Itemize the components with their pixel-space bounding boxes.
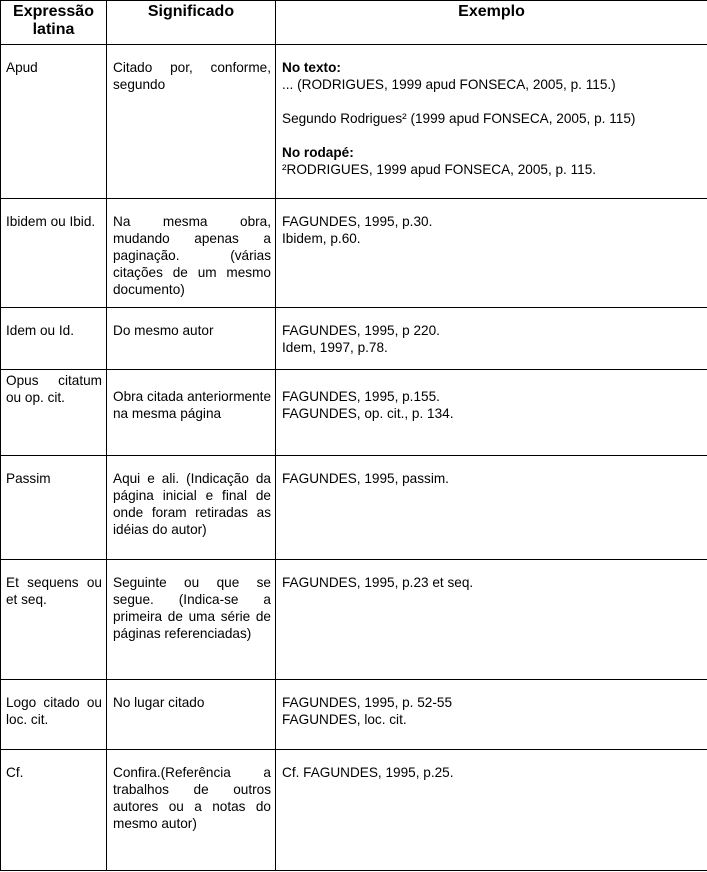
table-row (1, 199, 707, 308)
header-meaning: Significado (107, 1, 276, 45)
expression-cell (1, 560, 107, 680)
example-line: FAGUNDES, loc. cit. (282, 712, 407, 727)
table-row (1, 560, 707, 680)
example-line: FAGUNDES, 1995, p.30. (282, 214, 433, 229)
expression-cell (1, 680, 107, 750)
meaning-text: Obra citada anteriormente na mesma página (113, 389, 271, 421)
expression-text: Cf. (6, 765, 24, 780)
meaning-cell (107, 199, 276, 308)
example-cell (276, 456, 707, 560)
meaning-text: Do mesmo autor (113, 323, 214, 338)
meaning-cell (107, 45, 276, 199)
example-line: Idem, 1997, p.78. (282, 340, 388, 355)
expression-cell (1, 199, 107, 308)
expression-text: Opus citatum ou op. cit. (6, 373, 102, 405)
example-cell (276, 750, 707, 871)
meaning-cell (107, 308, 276, 370)
example-line: FAGUNDES, 1995, p 220. (282, 323, 440, 338)
meaning-text: No lugar citado (113, 695, 205, 710)
example-line: ²RODRIGUES, 1999 apud FONSECA, 2005, p. 115. (282, 162, 597, 177)
example-cell (276, 560, 707, 680)
example-cell (276, 199, 707, 308)
example-line: FAGUNDES, 1995, p. 52-55 (282, 695, 453, 710)
example-line: Cf. FAGUNDES, 1995, p.25. (282, 765, 454, 780)
example-label-footnote: No rodapé: (282, 145, 354, 160)
example-cell (276, 680, 707, 750)
expression-text: Ibidem ou Ibid. (6, 214, 96, 229)
table-row (1, 750, 707, 871)
example-cell (276, 45, 707, 199)
expression-text: Idem ou Id. (6, 323, 75, 338)
example-line: Segundo Rodrigues² (1999 apud FONSECA, 2005, p. 115) (282, 111, 636, 126)
meaning-text: Aqui e ali. (Indicação da página inicial e final de onde foram retiradas as idéias do autor) (113, 471, 271, 537)
example-line: FAGUNDES, 1995, passim. (282, 471, 449, 486)
example-line: FAGUNDES, op. cit., p. 134. (282, 406, 454, 421)
expression-text: Logo citado ou loc. cit. (6, 695, 102, 727)
example-line: FAGUNDES, 1995, p.155. (282, 389, 440, 404)
example-cell (276, 308, 707, 370)
example-cell (276, 370, 707, 456)
table-header-row (1, 1, 707, 45)
example-line: Ibidem, p.60. (282, 231, 361, 246)
table-row (1, 456, 707, 560)
example-label-text: No texto: (282, 60, 341, 75)
meaning-cell (107, 560, 276, 680)
example-line: ... (RODRIGUES, 1999 apud FONSECA, 2005, p. 115.) (282, 77, 616, 92)
meaning-text: Citado por, conforme, segundo (113, 60, 271, 92)
meaning-text: Seguinte ou que se segue. (Indica-se a primeira de uma série de páginas referenciadas) (113, 575, 271, 641)
expression-cell (1, 370, 107, 456)
header-expression: Expressão latina (1, 1, 107, 45)
meaning-cell (107, 370, 276, 456)
table-row (1, 680, 707, 750)
expression-text: Apud (6, 60, 38, 75)
table-row (1, 308, 707, 370)
expression-text: Et sequens ou et seq. (6, 575, 102, 607)
table-row (1, 45, 707, 199)
expression-cell (1, 45, 107, 199)
table-row (1, 370, 707, 456)
meaning-text: Na mesma obra, mudando apenas a paginação. (várias citações de um mesmo documento) (113, 214, 271, 297)
meaning-cell (107, 680, 276, 750)
expression-text: Passim (6, 471, 51, 486)
expression-cell (1, 456, 107, 560)
header-example: Exemplo (276, 1, 707, 45)
meaning-cell (107, 750, 276, 871)
expression-cell (1, 308, 107, 370)
expression-cell (1, 750, 107, 871)
example-line: FAGUNDES, 1995, p.23 et seq. (282, 575, 474, 590)
meaning-cell (107, 456, 276, 560)
meaning-text: Confira.(Referência a trabalhos de outros autores ou a notas do mesmo autor) (113, 765, 271, 831)
